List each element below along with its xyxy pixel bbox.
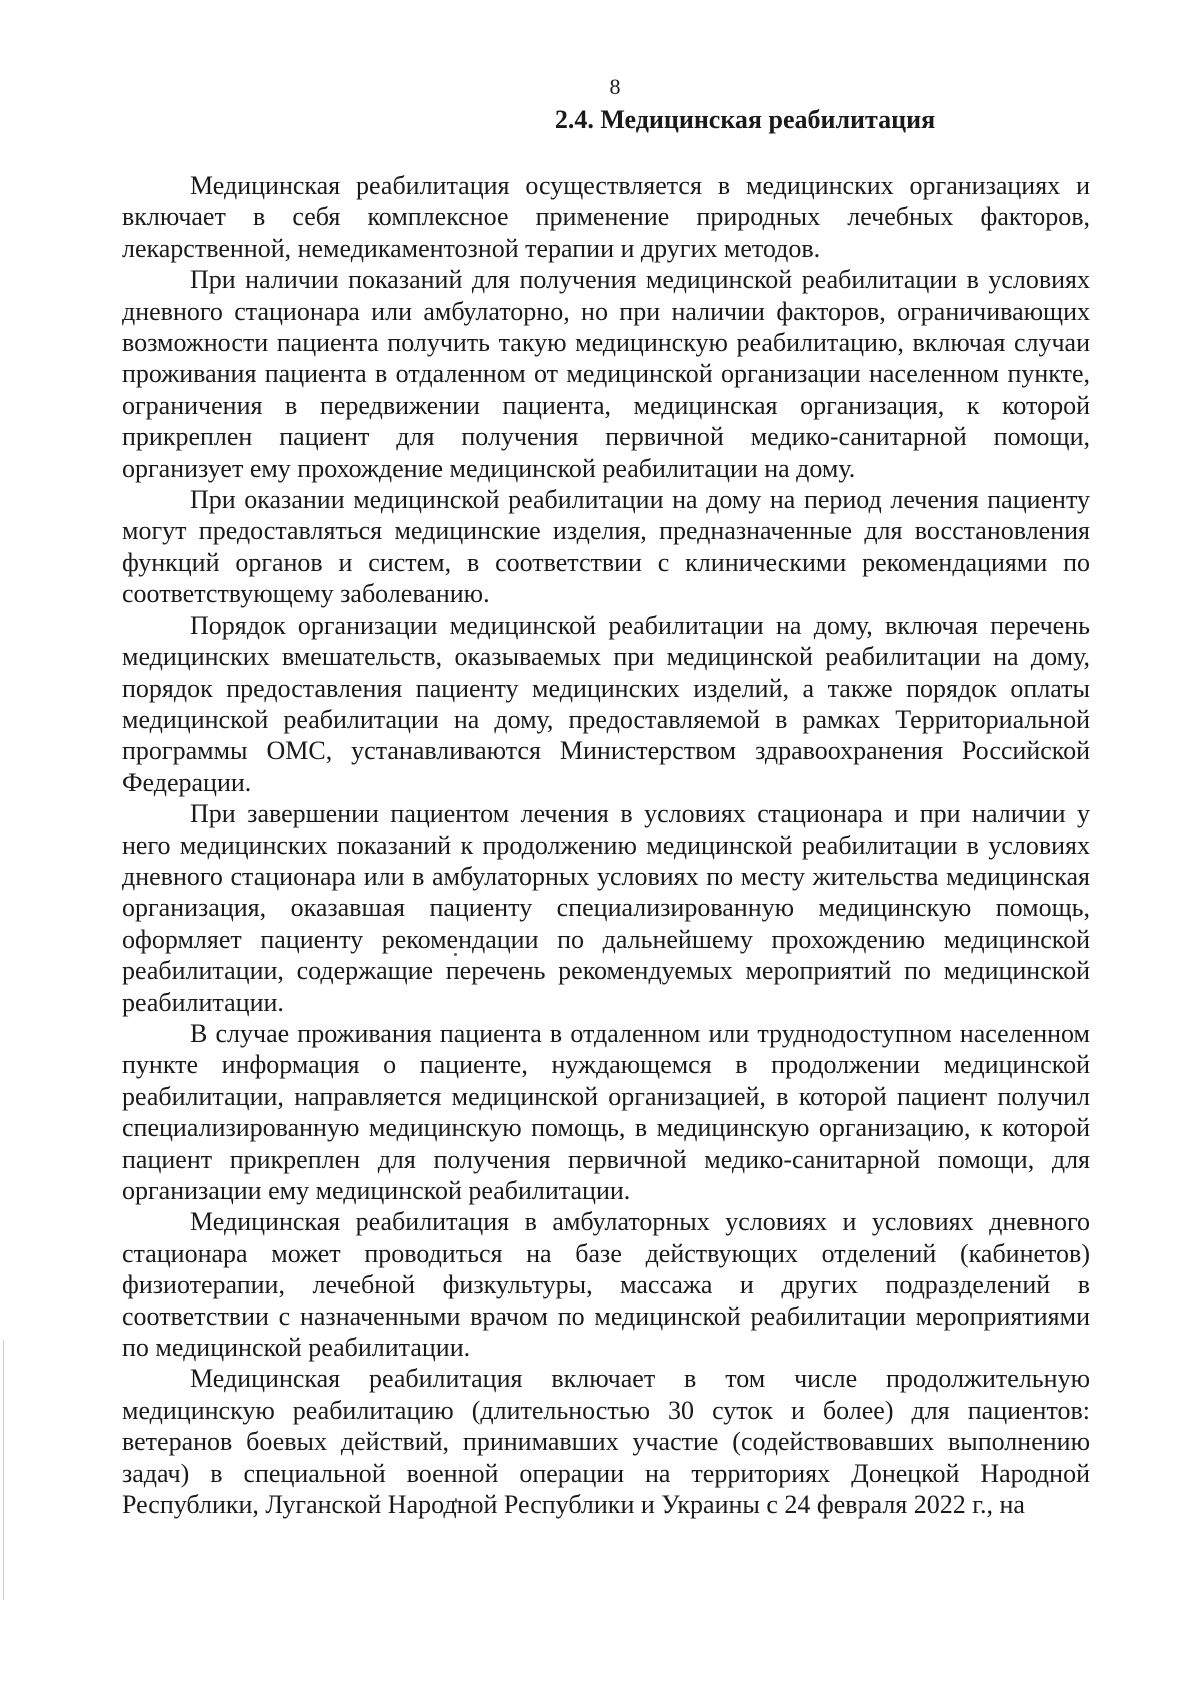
paragraph: Медицинская реабилитация в амбулаторных условиях и условиях дневного стационара может проводиться на базе действующих отделений (кабинетов) физиотерапии, лечебной физкультуры, массажа и других подразделений в соответствии с назначенными врачом по медицинской реабилитации мероприятиями по медицинской реабилитации.	[122, 1207, 1090, 1363]
paragraph: При завершении пациентом лечения в условиях стационара и при наличии у него медицинских показаний к продолжению медицинской реабилитации в условиях дневного стационара или в амбулаторных условиях по месту жительства медицинская организация, оказавшая пациенту специализированную медицинскую помощь, оформляет пациенту рекомендации по дальнейшему прохождению медицинской реабилитации, содержащие перечень рекомендуемых мероприятий по медицинской реабилитации.	[122, 799, 1090, 1017]
paragraph: Порядок организации медицинской реабилитации на дому, включая перечень медицинских вмешательств, оказываемых при медицинской реабилитации на дому, порядок предоставления пациенту медицинских изделий, а также порядок оплаты медицинской реабилитации на дому, предоставляемой в рамках Территориальной программы ОМС, устанавливаются Министерством здравоохранения Российской Федерации.	[122, 610, 1090, 797]
body-text	[122, 170, 1090, 1520]
paragraph: При наличии показаний для получения медицинской реабилитации в условиях дневного стационара или амбулаторно, но при наличии факторов, ограничивающих возможности пациента получить такую медицинскую реабилитацию, включая случаи проживания пациента в отдаленном от медицинской организации населенном пункте, ограничения в передвижении пациента, медицинская организация, к которой прикреплен пациент для получения первичной медико-санитарной помощи, организует ему прохождение медицинской реабилитации на дому.	[122, 265, 1090, 483]
paragraph: При оказании медицинской реабилитации на дому на период лечения пациенту могут предоставляться медицинские изделия, предназначенные для восстановления функций органов и систем, в соответствии с клиническими рекомендациями по соответствующему заболеванию.	[122, 485, 1090, 609]
paragraph: В случае проживания пациента в отдаленном или труднодоступном населенном пункте информация о пациенте, нуждающемся в продолжении медицинской реабилитации, направляется медицинской организацией, в которой пациент получил специализированную медицинскую помощь, в медицинскую организацию, к которой пациент прикреплен для получения первичной медико-санитарной помощи, для организации ему медицинской реабилитации.	[122, 1018, 1090, 1205]
page-number: 8	[609, 74, 621, 99]
paragraph: Медицинская реабилитация включает в том числе продолжительную медицинскую реабилитацию (длительностью 30 суток и более) для пациентов: ветеранов боевых действий, принимавших участие (содействовавших выполнению задач) в специальной военной операции на территориях Донецкой Народной Республики, Луганской Народной Республики и Украины с 24 февраля 2022 г., на	[122, 1364, 1090, 1520]
scan-edge-artifact	[3, 1340, 4, 1600]
paragraph: Медицинская реабилитация осуществляется в медицинских организациях и включает в себя комплексное применение природных лечебных факторов, лекарственной, немедикаментозной терапии и других методов.	[122, 171, 1090, 263]
section-title: 2.4. Медицинская реабилитация	[554, 105, 936, 134]
